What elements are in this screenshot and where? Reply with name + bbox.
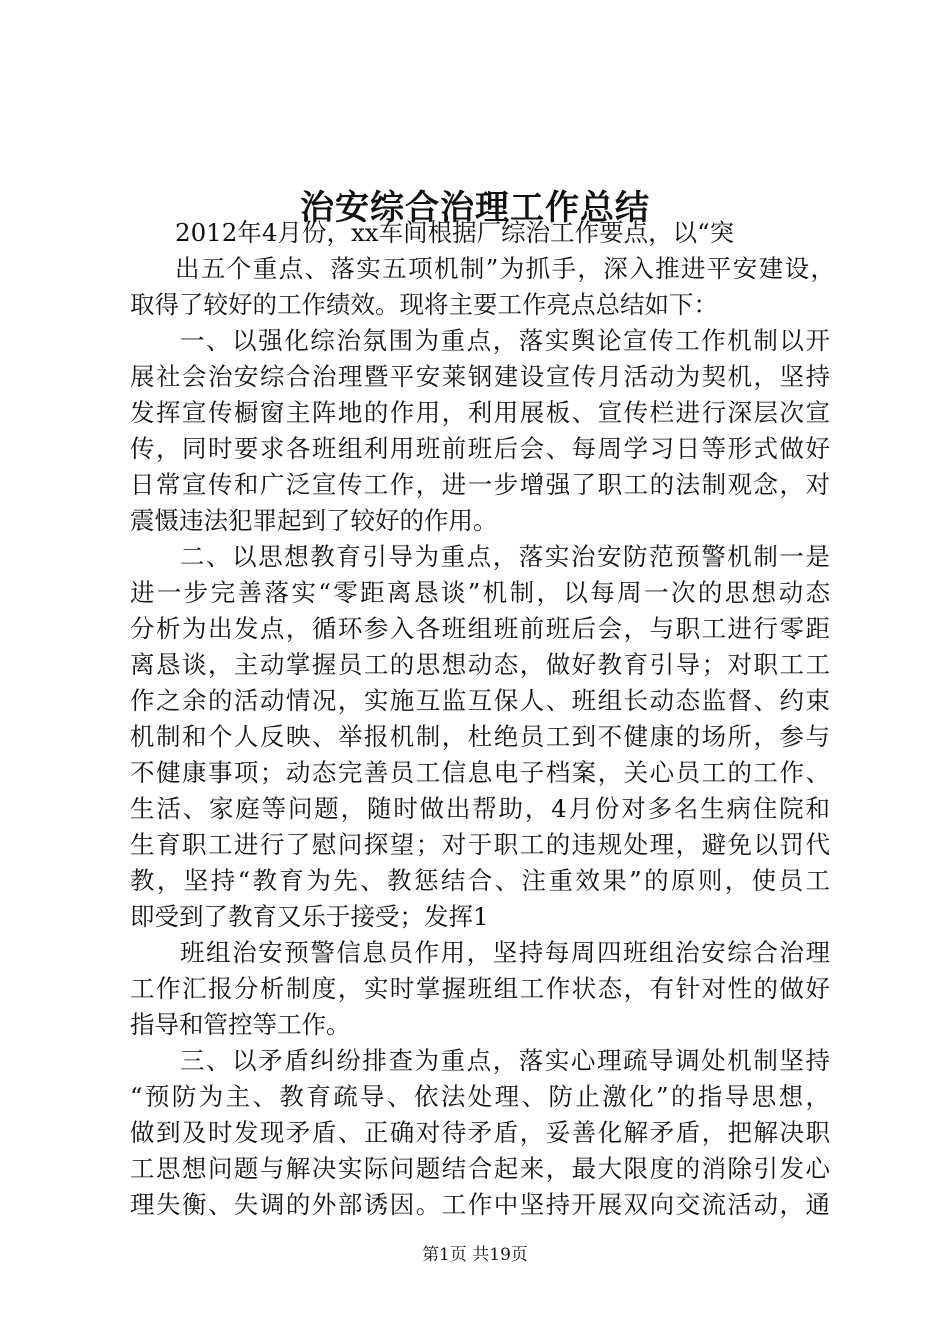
page-footer: 第1页 共19页 xyxy=(422,1245,528,1265)
text-line: 一、以强化综治氛围为重点，落实舆论宣传工作机制以开 xyxy=(180,326,830,355)
text-line: 生育职工进行了慰问探望；对于职工的违规处理，避免以罚代 xyxy=(130,830,830,859)
text-line: 班组治安预警信息员作用，坚持每周四班组治安综合治理 xyxy=(180,938,830,967)
text-line: 工思想问题与解决实际问题结合起来，最大限度的消除引发心 xyxy=(130,1154,830,1183)
text-line: 日常宣传和广泛宣传工作，进一步增强了职工的法制观念，对 xyxy=(130,470,830,499)
text-line: 做到及时发现矛盾、正确对待矛盾，妥善化解矛盾，把解决职 xyxy=(130,1118,830,1147)
text-line: 指导和管控等工作。 xyxy=(130,1010,351,1039)
text-line: 工作汇报分析制度，实时掌握班组工作状态，有针对性的做好 xyxy=(130,974,830,1003)
text-line: 传，同时要求各班组利用班前班后会、每周学习日等形式做好 xyxy=(130,434,830,463)
text-line: 发挥宣传橱窗主阵地的作用，利用展板、宣传栏进行深层次宣 xyxy=(130,398,830,427)
text-line: 离恳谈，主动掌握员工的思想动态，做好教育引导；对职工工 xyxy=(130,650,830,679)
text-line: 震慑违法犯罪起到了较好的作用。 xyxy=(130,506,498,535)
text-line: 分析为出发点，循环参入各班组班前班后会，与职工进行零距 xyxy=(130,614,830,643)
text-line: 展社会治安综合治理暨平安莱钢建设宣传月活动为契机，坚持 xyxy=(130,362,830,391)
text-line: 不健康事项；动态完善员工信息电子档案，关心员工的工作、 xyxy=(130,758,830,787)
text-line: 作之余的活动情况，实施互监互保人、班组长动态监督、约束 xyxy=(130,686,830,715)
text-line: 即受到了教育又乐于接受；发挥1 xyxy=(130,902,489,931)
page-title: 治安综合治理工作总结 xyxy=(300,188,650,228)
text-line: 理失衡、失调的外部诱因。工作中坚持开展双向交流活动，通 xyxy=(130,1190,830,1219)
text-line: 进一步完善落实“零距离恳谈”机制，以每周一次的思想动态 xyxy=(130,578,830,607)
text-line: 机制和个人反映、举报机制，杜绝员工到不健康的场所，参与 xyxy=(130,722,830,751)
text-line: 出五个重点、落实五项机制”为抓手，深入推进平安建设， xyxy=(175,254,835,283)
text-line: 三、以矛盾纠纷排查为重点，落实心理疏导调处机制坚持 xyxy=(180,1046,830,1075)
text-line: 生活、家庭等问题，随时做出帮助，4月份对多名生病住院和 xyxy=(130,794,830,823)
text-line: 教，坚持“教育为先、教惩结合、注重效果”的原则，使员工 xyxy=(130,866,830,895)
text-line: 取得了较好的工作绩效。现将主要工作亮点总结如下： xyxy=(130,290,718,319)
text-line: 二、以思想教育引导为重点，落实治安防范预警机制一是 xyxy=(180,542,830,571)
text-line: “预防为主、教育疏导、依法处理、防止激化”的指导思想， xyxy=(130,1082,830,1111)
text-line: 2012年4月份，xx车间根据厂综治工作要点，以“突 xyxy=(175,218,735,247)
